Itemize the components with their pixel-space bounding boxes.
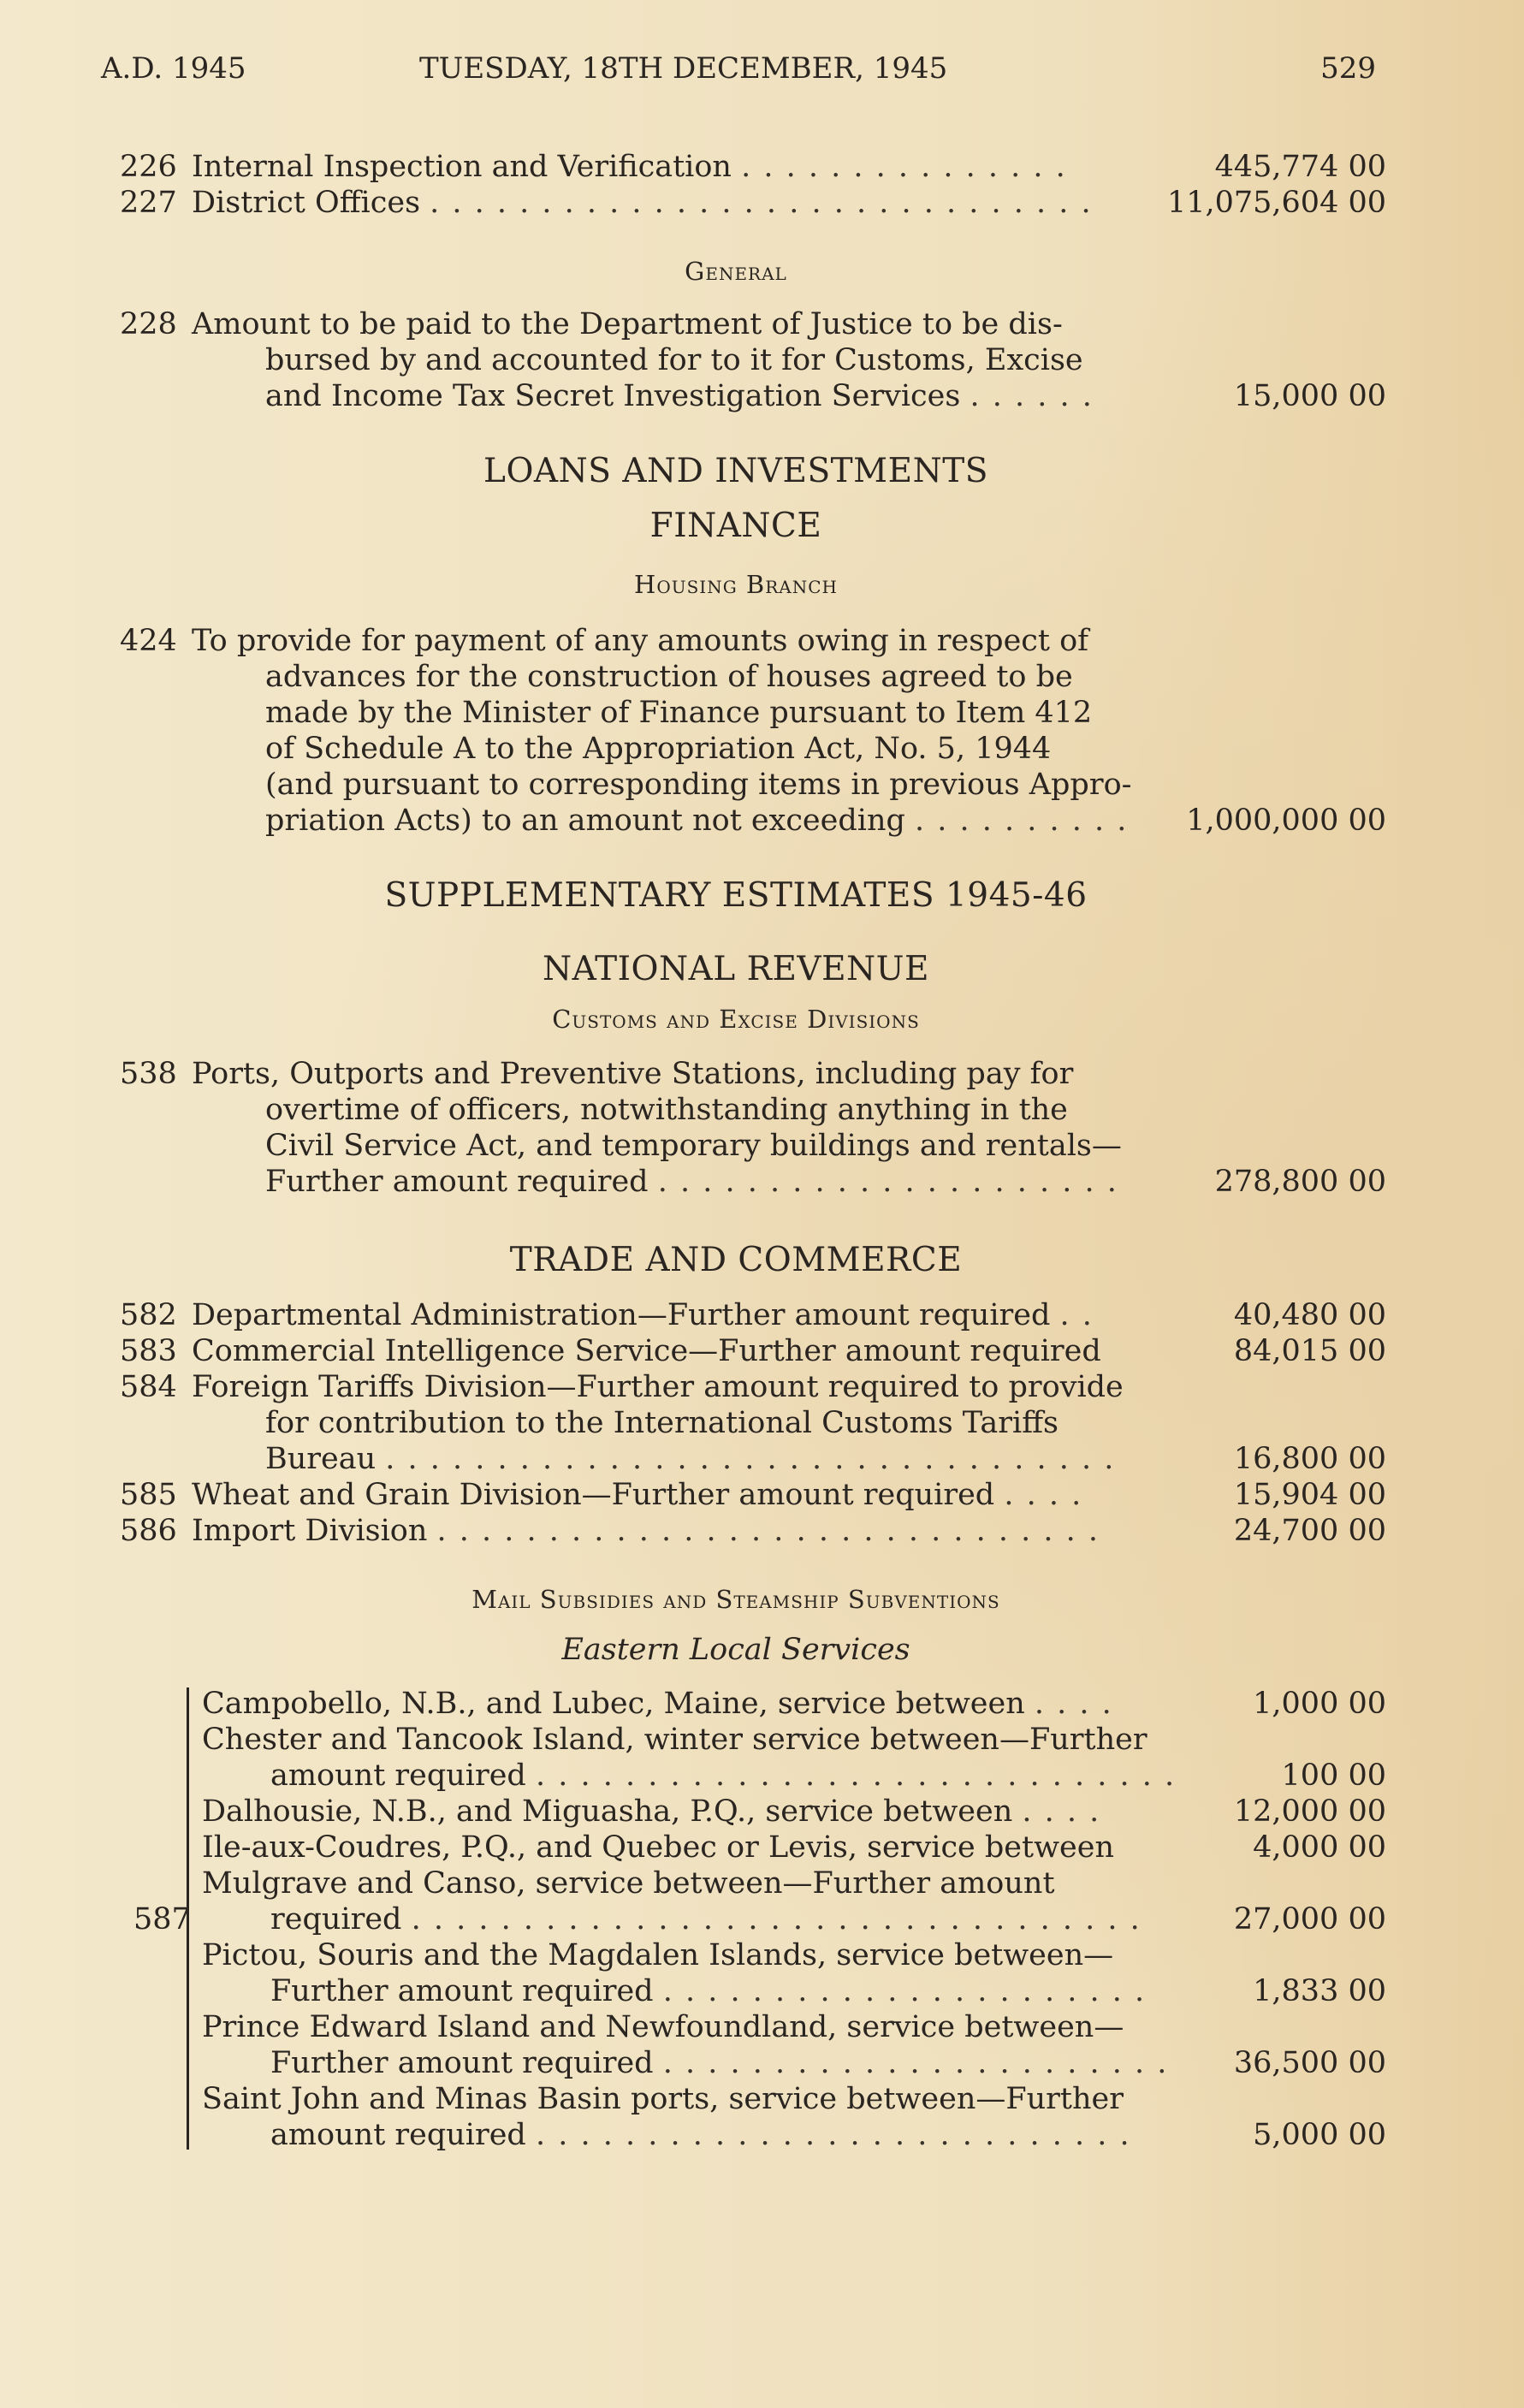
department-heading-trade: TRADE AND COMMERCE: [509, 1241, 963, 1279]
item-description: Internal Inspection and Verification: [192, 150, 732, 184]
section-heading-loans: LOANS AND INVESTMENTS: [483, 452, 988, 490]
item-amount: 16,800 00: [1233, 1442, 1386, 1476]
leader-dots: . .: [1059, 1298, 1094, 1332]
mail-row-text: Further amount required: [270, 1974, 654, 2008]
item-amount: 1,000,000 00: [1186, 804, 1386, 838]
item-number: 226: [120, 150, 177, 184]
item-description: District Offices: [192, 186, 421, 220]
item-line: Amount to be paid to the Department of Justice to be dis-: [192, 307, 1063, 341]
section-heading-supplementary: SUPPLEMENTARY ESTIMATES 1945-46: [384, 876, 1088, 915]
leader-dots: . . . .: [1022, 1794, 1101, 1829]
mail-row-text: amount required: [270, 1759, 526, 1793]
leader-dots: . . . . . . . . . . . . . . . . . . . . . . .: [662, 2046, 1169, 2080]
mail-row-text: Saint John and Minas Basin ports, service between—Further: [202, 2082, 1124, 2116]
mail-row-text: Ile-aux-Coudres, P.Q., and Quebec or Levis, service between: [202, 1830, 1114, 1865]
item-line: of Schedule A to the Appropriation Act, No. 5, 1944: [265, 732, 1052, 766]
item-line: Further amount required: [265, 1165, 649, 1199]
mail-row-amount: 100 00: [1281, 1759, 1386, 1793]
department-heading-finance: FINANCE: [649, 507, 822, 545]
section-heading-mail-subsidies: Mail Subsidies and Steamship Subventions: [471, 1585, 1000, 1614]
item-description: Bureau: [265, 1442, 377, 1476]
item-number: 585: [120, 1478, 177, 1512]
mail-row-amount: 5,000 00: [1253, 2118, 1386, 2152]
item-amount: 24,700 00: [1233, 1514, 1386, 1548]
mail-row-text: Pictou, Souris and the Magdalen Islands, service between—: [202, 1938, 1114, 1972]
mail-row-text: amount required: [270, 2118, 526, 2152]
item-number: 582: [120, 1298, 177, 1332]
leader-dots: . . . . . . . . . . . . . . . . . . . . . . . . . . . . . . . . .: [411, 1902, 1142, 1936]
item-number: 584: [120, 1370, 177, 1404]
item-line: made by the Minister of Finance pursuant to Item 412: [265, 696, 1093, 730]
item-number: 587: [133, 1902, 191, 1936]
leader-dots: . . . . . . . . . . . . . . . . . . . . . .: [662, 1974, 1147, 2008]
item-description: Import Division: [192, 1514, 428, 1548]
leader-dots: . . . . . . . . . . . . . . . . . . . . . . . . . . . . . .: [436, 1514, 1100, 1548]
header-year: A.D. 1945: [101, 51, 246, 86]
item-line: Ports, Outports and Preventive Stations, including pay for: [192, 1057, 1074, 1091]
item-amount: 15,904 00: [1233, 1478, 1386, 1512]
mail-row-amount: 1,833 00: [1253, 1974, 1386, 2008]
branch-heading-housing: Housing Branch: [634, 570, 838, 599]
item-line: To provide for payment of any amounts owing in respect of: [192, 624, 1089, 658]
page-number: 529: [1320, 51, 1376, 86]
subheading-eastern-local: Eastern Local Services: [561, 1633, 910, 1667]
item-line: priation Acts) to an amount not exceeding: [265, 804, 905, 838]
division-heading-customs: Customs and Excise Divisions: [552, 1005, 920, 1034]
item-description: Wheat and Grain Division—Further amount required: [192, 1478, 995, 1512]
item-amount: 11,075,604 00: [1166, 186, 1386, 220]
item-line: Civil Service Act, and temporary buildings and rentals—: [265, 1129, 1122, 1163]
item-amount: 15,000 00: [1233, 379, 1386, 413]
mail-row-amount: 27,000 00: [1233, 1902, 1386, 1936]
leader-dots: . . . . . .: [970, 379, 1094, 413]
item-amount: 40,480 00: [1233, 1298, 1386, 1332]
page-header: [101, 51, 1376, 94]
header-date: TUESDAY, 18TH DECEMBER, 1945: [419, 51, 948, 86]
item-line: (and pursuant to corresponding items in previous Appro-: [265, 768, 1132, 802]
mail-row-text: Chester and Tancook Island, winter service between—Further: [202, 1723, 1147, 1757]
leader-dots: . . . .: [1004, 1478, 1083, 1512]
item-number: 227: [120, 186, 177, 220]
leader-dots: . . . .: [1034, 1687, 1113, 1721]
item-number: 586: [120, 1514, 177, 1548]
mail-row-amount: 12,000 00: [1233, 1794, 1386, 1829]
item-amount: 278,800 00: [1214, 1165, 1386, 1199]
mail-row-text: required: [270, 1902, 402, 1936]
item-description: Departmental Administration—Further amount required: [192, 1298, 1051, 1332]
mail-row-amount: 4,000 00: [1253, 1830, 1386, 1865]
mail-row-text: Further amount required: [270, 2046, 654, 2080]
item-line: advances for the construction of houses agreed to be: [265, 660, 1073, 694]
item-line: overtime of officers, notwithstanding anything in the: [265, 1093, 1068, 1127]
mail-row-text: Mulgrave and Canso, service between—Further amount: [202, 1866, 1055, 1901]
mail-row-amount: 36,500 00: [1233, 2046, 1386, 2080]
leader-dots: . . . . . . . . . . . . . . . . . . . . . . . . . . . . . .: [430, 186, 1093, 220]
item-line: bursed by and accounted for to it for Customs, Excise: [265, 343, 1083, 377]
item-amount: 84,015 00: [1233, 1334, 1386, 1368]
leader-dots: . . . . . . . . . . . . . . . . . . . . . . . . . . . . . . . . .: [385, 1442, 1116, 1476]
item-description: Commercial Intelligence Service—Further amount required: [192, 1334, 1101, 1368]
item-description: Foreign Tariffs Division—Further amount required to provide: [192, 1370, 1124, 1404]
department-heading-national-revenue: NATIONAL REVENUE: [542, 950, 930, 988]
item-number: 538: [120, 1057, 177, 1091]
item-description: for contribution to the International Customs Tariffs: [265, 1406, 1059, 1440]
item-number: 228: [120, 307, 177, 341]
item-number: 424: [120, 624, 177, 658]
mail-row-text: Dalhousie, N.B., and Miguasha, P.Q., service between: [202, 1794, 1013, 1829]
item-line: and Income Tax Secret Investigation Services: [265, 379, 961, 413]
mail-row-amount: 1,000 00: [1253, 1687, 1386, 1721]
mail-row-text: Prince Edward Island and Newfoundland, service between—: [202, 2010, 1124, 2044]
leader-dots: . . . . . . . . . . . . . . .: [741, 150, 1067, 184]
leader-dots: . . . . . . . . . .: [915, 804, 1129, 838]
leader-dots: . . . . . . . . . . . . . . . . . . . . .: [657, 1165, 1118, 1199]
leader-dots: . . . . . . . . . . . . . . . . . . . . . . . . . . . . .: [535, 1759, 1177, 1793]
leader-dots: . . . . . . . . . . . . . . . . . . . . . . . . . . .: [535, 2118, 1131, 2152]
mail-row-text: Campobello, N.B., and Lubec, Maine, service between: [202, 1687, 1025, 1721]
item-number: 583: [120, 1334, 177, 1368]
section-heading-general: General: [685, 257, 787, 286]
item-amount: 445,774 00: [1214, 150, 1386, 184]
